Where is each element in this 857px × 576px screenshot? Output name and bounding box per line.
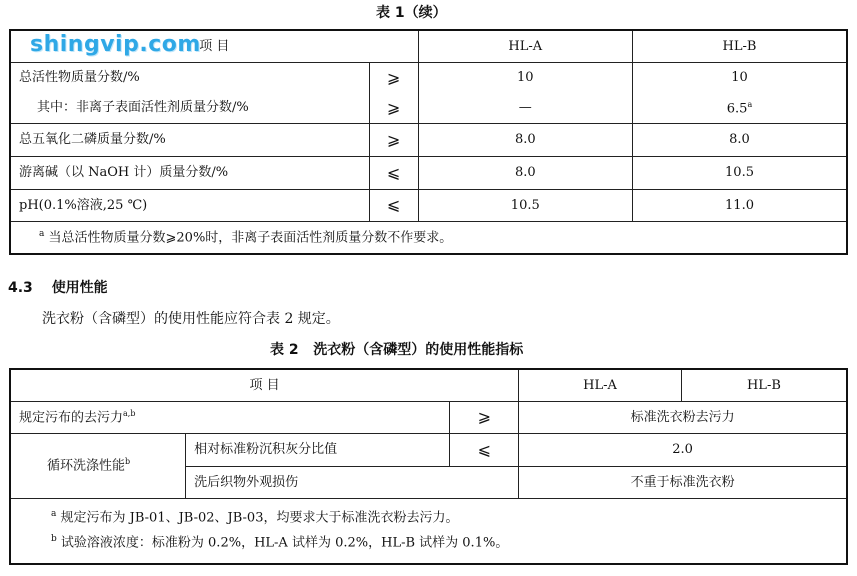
table1-row <box>10 189 847 221</box>
table1-caption: 表 1（续） <box>376 5 447 21</box>
row-label <box>10 401 450 433</box>
row-hlb-value: 11.0 <box>633 189 847 221</box>
row-hla-value: 10 <box>418 62 632 93</box>
table1-footnote-row <box>10 221 847 254</box>
row-value: 标准洗衣粉去污力 <box>519 401 847 433</box>
table1-item-header: 项 目 <box>10 30 418 62</box>
row-label: 相对标准粉沉积灰分比值 <box>186 433 450 466</box>
row-label: 总五氧化二磷质量分数/% <box>10 123 369 156</box>
row-value: 不重于标准洗衣粉 <box>519 466 847 498</box>
row-hlb-value: 10.5 <box>633 156 847 189</box>
table1-hlb-header: HL-B <box>633 30 847 62</box>
row-label: 总活性物质量分数/% <box>10 62 369 93</box>
footnote-text: 当总活性物质量分数⩾20%时，非离子表面活性剂质量分数不作要求。 <box>48 230 453 246</box>
footnote-b <box>51 531 838 556</box>
row-operator: ⩾ <box>369 123 418 156</box>
footnote-mark: b <box>51 533 57 544</box>
table2-caption: 表 2 洗衣粉（含磷型）的使用性能指标 <box>270 342 524 358</box>
footnote-text: 试验溶液浓度：标准粉为 0.2%，HL-A 试样为 0.2%，HL-B 试样为 0.1%。 <box>60 535 509 551</box>
table2-hlb-header: HL-B <box>681 369 847 401</box>
footnote-mark: a <box>747 99 753 109</box>
row-operator: ⩾ <box>450 401 519 433</box>
row-hla-value: 8.0 <box>418 123 632 156</box>
row-hla-value: — <box>418 93 632 123</box>
footnote-mark: a,b <box>123 408 136 418</box>
group-label <box>10 433 186 498</box>
row-operator: ⩾ <box>369 93 418 123</box>
row-label: 游离碱（以 NaOH 计）质量分数/% <box>10 156 369 189</box>
row-label-text: 规定污布的去污力 <box>19 410 124 426</box>
group-label-text: 循环洗涤性能 <box>47 458 126 474</box>
table1-row <box>10 62 847 93</box>
row-operator: ⩽ <box>369 156 418 189</box>
watermark: shingvip.com <box>30 32 201 57</box>
footnote-mark: a <box>51 508 57 519</box>
table1 <box>9 29 848 255</box>
body-paragraph: 洗衣粉（含磷型）的使用性能应符合表 2 规定。 <box>42 311 340 327</box>
table1-row <box>10 123 847 156</box>
table2-hla-header: HL-A <box>519 369 682 401</box>
footnote-text: 规定污布为 JB-01、JB-02、JB-03，均要求大于标准洗衣粉去污力。 <box>60 510 459 526</box>
table2-footnotes <box>10 498 847 564</box>
row-hlb-value: 8.0 <box>633 123 847 156</box>
table2-item-header: 项 目 <box>10 369 519 401</box>
table2 <box>9 368 848 565</box>
value-text: 6.5 <box>726 100 748 116</box>
table1-row <box>10 156 847 189</box>
row-hlb-value: 10 <box>633 62 847 93</box>
row-hla-value: 10.5 <box>418 189 632 221</box>
row-hla-value: 8.0 <box>418 156 632 189</box>
row-operator: ⩽ <box>450 433 519 466</box>
section-number: 4.3 <box>8 280 33 296</box>
table1-row <box>10 93 847 123</box>
footnote-mark: b <box>125 457 131 467</box>
footnote-mark: a <box>39 229 45 240</box>
table1-footnote <box>10 221 847 254</box>
row-value: 2.0 <box>519 433 847 466</box>
row-label: pH(0.1%溶液,25 ℃) <box>10 189 369 221</box>
footnote-a <box>51 506 838 531</box>
table2-header-row <box>10 369 847 401</box>
row-operator: ⩾ <box>369 62 418 93</box>
row-operator: ⩽ <box>369 189 418 221</box>
table2-row <box>10 433 847 466</box>
row-label: 洗后织物外观损伤 <box>186 466 519 498</box>
row-hlb-value <box>633 93 847 123</box>
table2-footnote-row <box>10 498 847 564</box>
row-label: 其中：非离子表面活性剂质量分数/% <box>10 93 369 123</box>
section-title: 使用性能 <box>51 280 108 296</box>
section-heading <box>8 277 108 297</box>
table1-hla-header: HL-A <box>418 30 632 62</box>
table2-row <box>10 401 847 433</box>
